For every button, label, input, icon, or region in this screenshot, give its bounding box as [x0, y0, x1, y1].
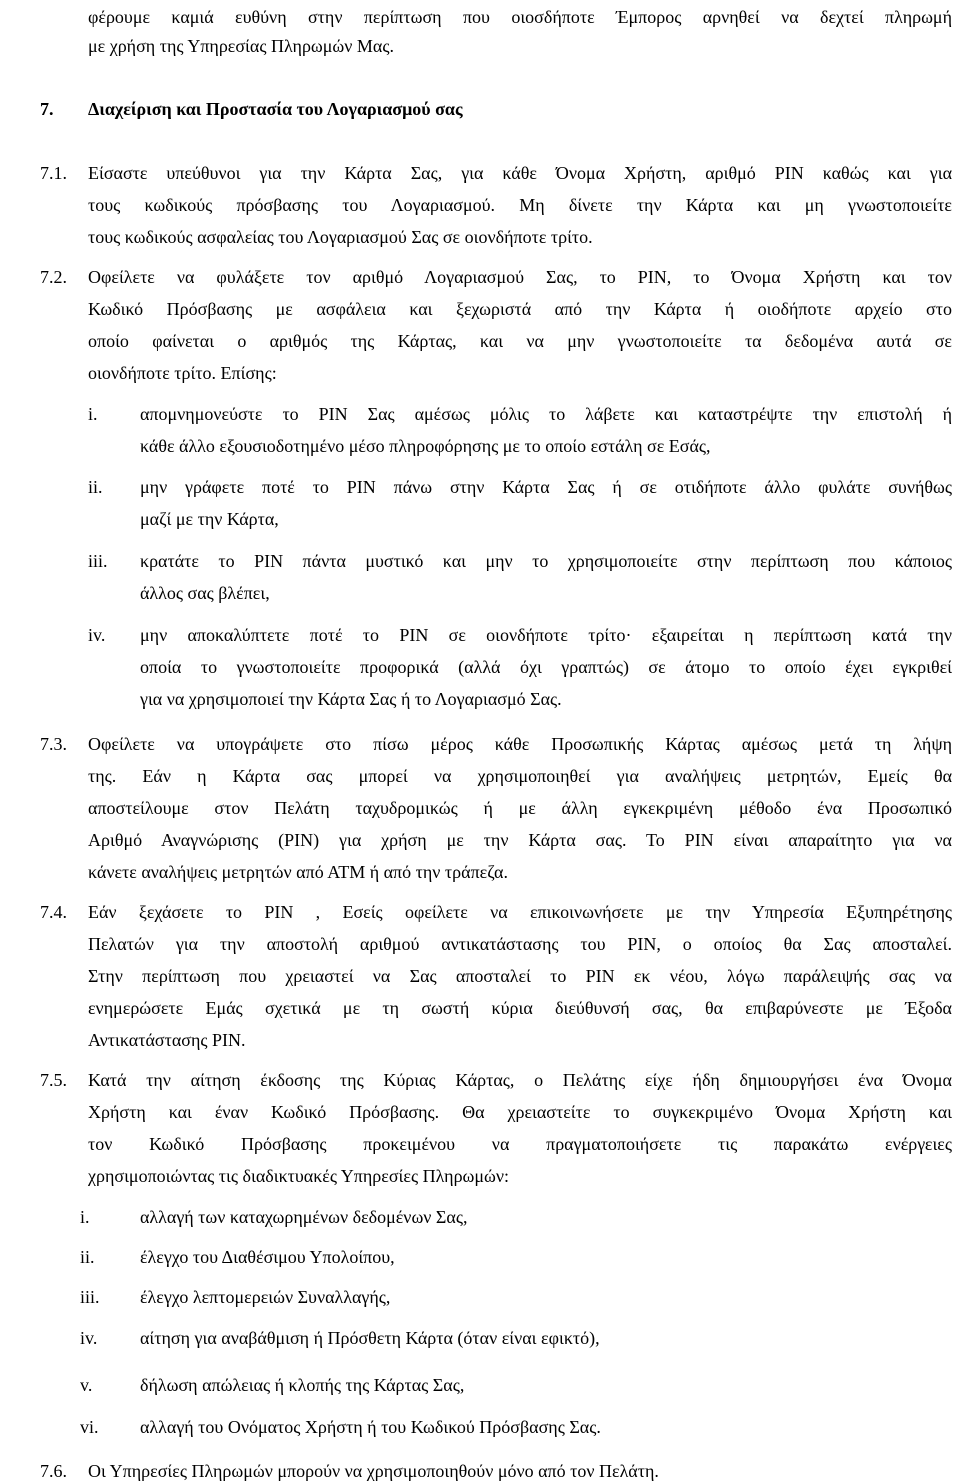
clause-line: ενημερώσετε Εμάς σχετικά με τη σωστή κύρια διεύθυνσή σας, θα επιβαρύνεστε με Έξοδα	[88, 998, 952, 1018]
clause-line: κάνετε αναλήψεις μετρητών από ΑΤΜ ή από την τράπεζα.	[88, 862, 508, 882]
list-item-line: κρατάτε το PIN πάντα μυστικό και μην το χρησιμοποιείτε στην περίπτωση που κάποιος	[140, 551, 952, 571]
list-item-line: άλλος σας βλέπει,	[140, 583, 270, 603]
list-item-line: για να χρησιμοποιεί την Κάρτα Σας ή το Λογαριασμό Σας.	[140, 689, 562, 709]
clause-line: Στην περίπτωση που χρειαστεί να Σας αποσταλεί το PIN εκ νέου, λόγω παράλειψής σας να	[88, 966, 952, 986]
list-item-line: απομνημονεύστε το PIN Σας αμέσως μόλις το λάβετε και καταστρέψτε την επιστολή ή	[140, 404, 952, 424]
clause-line: Οι Υπηρεσίες Πληρωμών μπορούν να χρησιμοποιηθούν μόνο από τον Πελάτη.	[88, 1461, 659, 1481]
clause-line: της. Εάν η Κάρτα σας μπορεί να χρησιμοποιηθεί για αναλήψεις μετρητών, Εμείς θα	[88, 766, 952, 786]
intro-line: φέρουμε καμιά ευθύνη στην περίπτωση που οιοσδήποτε Έμπορος αρνηθεί να δεχτεί πληρωμή	[88, 7, 952, 27]
clause-line: χρησιμοποιώντας τις διαδικτυακές Υπηρεσίες Πληρωμών:	[88, 1166, 510, 1186]
clause-line: αποστείλουμε στον Πελάτη ταχυδρομικώς ή με άλλη εγκεκριμένη μέθοδο ένα Προσωπικό	[88, 798, 952, 818]
clause-line: τους κωδικούς πρόσβασης του Λογαριασμού. Μη δίνετε την Κάρτα και μη γνωστοποιείτε	[88, 195, 952, 215]
list-item: δήλωση απώλειας ή κλοπής της Κάρτας Σας,	[140, 1375, 465, 1395]
list-marker: ii.	[80, 1247, 95, 1267]
clause-line: Αριθμό Αναγνώρισης (PIN) για χρήση με την Κάρτα σας. Το PIN είναι απαραίτητο για να	[88, 830, 952, 850]
list-marker: iv.	[80, 1328, 98, 1348]
list-marker: iii.	[80, 1287, 100, 1307]
clause-line: Πελατών για την αποστολή αριθμού αντικατάστασης του PIN, ο οποίος θα Σας αποσταλεί.	[88, 934, 952, 954]
clause-line: Κωδικό Πρόσβασης με ασφάλεια και ξεχωριστά από την Κάρτα ή οιοδήποτε αρχείο στο	[88, 299, 952, 319]
clause-line: Κατά την αίτηση έκδοσης της Κύριας Κάρτας, ο Πελάτης είχε ήδη δημιουργήσει ένα Όνομα	[88, 1070, 952, 1090]
clause-line: Οφείλετε να υπογράψετε στο πίσω μέρος κάθε Προσωπικής Κάρτας αμέσως μετά τη λήψη	[88, 734, 952, 754]
clause-line: Είσαστε υπεύθυνοι για την Κάρτα Σας, για κάθε Όνομα Χρήστη, αριθμό PIN καθώς και για	[88, 163, 952, 183]
clause-number: 7.4.	[40, 902, 67, 922]
list-item-line: οποία το γνωστοποιείτε προφορικά (αλλά όχι γραπτώς) σε άτομο το οποίο έχει εγκριθεί	[140, 657, 952, 677]
clause-line: τον Κωδικό Πρόσβασης προκειμένου να πραγματοποιήσετε τις παρακάτω ενέργειες	[88, 1134, 952, 1154]
list-item-line: κάθε άλλο εξουσιοδοτημένο μέσο πληροφόρησης με το οποίο εστάλη σε Εσάς,	[140, 436, 711, 456]
clause-number: 7.1.	[40, 163, 67, 183]
list-marker: ii.	[88, 477, 103, 497]
clause-line: Εάν ξεχάσετε το PIN , Εσείς οφείλετε να επικοινωνήσετε με την Υπηρεσία Εξυπηρέτησης	[88, 902, 952, 922]
clause-number: 7.6.	[40, 1461, 67, 1481]
list-marker: i.	[88, 404, 98, 424]
clause-number: 7.2.	[40, 267, 67, 287]
list-marker: vi.	[80, 1417, 99, 1437]
list-item-line: μην αποκαλύπτετε ποτέ το PIN σε οιονδήποτε τρίτο· εξαιρείται η περίπτωση κατά την	[140, 625, 952, 645]
clause-number: 7.5.	[40, 1070, 67, 1090]
clause-line: οποίο φαίνεται ο αριθμός της Κάρτας, και να μην γνωστοποιείτε τα δεδομένα αυτά σε	[88, 331, 952, 351]
clause-line: τους κωδικούς ασφαλείας του Λογαριασμού Σας σε οιονδήποτε τρίτο.	[88, 227, 593, 247]
list-item-line: μην γράφετε ποτέ το PIN πάνω στην Κάρτα Σας ή σε οτιδήποτε άλλο φυλάτε συνήθως	[140, 477, 952, 497]
list-marker: i.	[80, 1207, 90, 1227]
list-item: έλεγχο του Διαθέσιμου Υπολοίπου,	[140, 1247, 395, 1267]
section-number: 7.	[40, 99, 54, 119]
clause-number: 7.3.	[40, 734, 67, 754]
list-item-line: μαζί με την Κάρτα,	[140, 509, 279, 529]
list-marker: v.	[80, 1375, 93, 1395]
list-marker: iv.	[88, 625, 106, 645]
clause-line: Οφείλετε να φυλάξετε τον αριθμό Λογαριασμού Σας, το PIN, το Όνομα Χρήστη και τον	[88, 267, 952, 287]
list-marker: iii.	[88, 551, 108, 571]
section-title: Διαχείριση και Προστασία του Λογαριασμού σας	[88, 99, 463, 119]
clause-line: Χρήστη και έναν Κωδικό Πρόσβασης. Θα χρειαστείτε το συγκεκριμένο Όνομα Χρήστη και	[88, 1102, 952, 1122]
list-item: αλλαγή των καταχωρημένων δεδομένων Σας,	[140, 1207, 468, 1227]
list-item: έλεγχο λεπτομερειών Συναλλαγής,	[140, 1287, 391, 1307]
intro-line: με χρήση της Υπηρεσίας Πληρωμών Μας.	[88, 36, 394, 56]
clause-line: οιονδήποτε τρίτο. Επίσης:	[88, 363, 277, 383]
list-item: αίτηση για αναβάθμιση ή Πρόσθετη Κάρτα (όταν είναι εφικτό),	[140, 1328, 600, 1348]
list-item: αλλαγή του Ονόματος Χρήστη ή του Κωδικού Πρόσβασης Σας.	[140, 1417, 601, 1437]
clause-line: Αντικατάστασης PIN.	[88, 1030, 246, 1050]
